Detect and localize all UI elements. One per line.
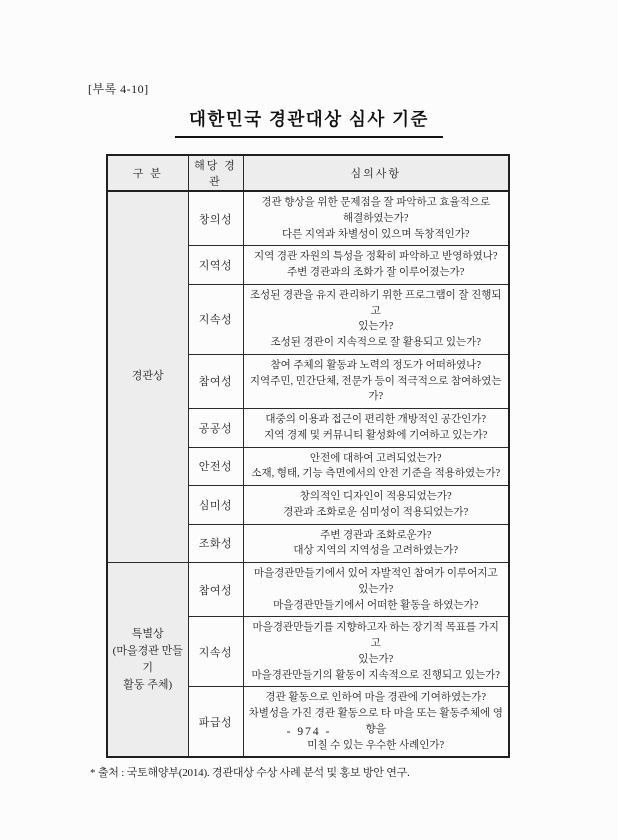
criteria-line: 주변 경관과의 조화가 잘 이루어졌는가? [287,267,465,278]
criteria-line: 지역 경관 자원의 특성을 정확히 파악하고 반영하였나? [253,251,498,263]
criteria-line: 참여 주체의 활동과 노력의 정도가 어떠하였나? [270,359,481,371]
title-block [88,106,530,138]
criteria-line: 미칠 수 있는 우수한 사례인가? [307,739,445,751]
category-line: (마을경관 만들기 [112,644,183,674]
criteria-cell [243,617,509,687]
criteria-line: 마을경관만들기를 지향하고자 하는 장기적 목표를 가지고 [252,622,499,649]
table-row [107,191,509,246]
criteria-line: 차별성을 가진 경관 활동으로 타 마을 또는 활동주체에 영향을 [248,708,503,735]
criteria-line: 소재, 형태, 기능 측면에서의 안전 기준을 적용하였는가? [251,468,501,480]
table-header-row [107,155,509,191]
criteria-line: 안전에 대하여 고려되었는가? [309,452,442,464]
appendix-label: [부록 4-10] [88,82,149,96]
aspect-cell: 심미성 [188,486,243,525]
criteria-line: 있는가? [358,653,394,665]
criteria-line: 조성된 경관이 지속적으로 잘 활용되고 있는가? [270,337,481,348]
criteria-line: 지역주민, 민간단체, 전문가 등이 적극적으로 참여하였는가? [249,375,502,403]
table-header-aspect: 해당 경관 [188,155,243,191]
aspect-cell: 지속성 [188,617,243,687]
criteria-line: 마을경관만들기에서 어떠한 활동을 하였는가? [273,599,479,611]
aspect-cell: 안전성 [188,447,243,486]
aspect-cell: 창의성 [188,191,243,246]
page-title: 대한민국 경관대상 심사 기준 [175,106,443,138]
page-number: - 974 - [286,726,332,738]
aspect-cell: 지역성 [188,246,243,285]
criteria-line: 조성된 경관을 유지 관리하기 위한 프로그램이 잘 진행되고 [249,289,502,317]
criteria-line: 마을경관만들기의 활동이 지속적으로 진행되고 있는가? [251,669,500,681]
aspect-cell: 조화성 [188,524,243,563]
aspect-cell: 지속성 [188,284,243,354]
category-line: 경관상 [131,370,164,383]
table-row [107,563,509,617]
criteria-cell [243,524,509,563]
criteria-cell [243,409,509,448]
criteria-cell [243,191,509,246]
category-cell [107,191,188,563]
source-footnote: * 출처 : 국토해양부(2014). 경관대상 수상 사례 분석 및 홍보 방안 연구. [90,767,410,780]
criteria-line: 지역 경제 및 커뮤니티 활성화에 기여하고 있는가? [264,429,488,441]
criteria-line: 대중의 이용과 접근이 편리한 개방적인 공간인가? [265,414,487,425]
table-header-category: 구 분 [107,155,188,191]
aspect-cell: 파급성 [188,687,243,758]
aspect-cell: 참여성 [188,563,243,617]
criteria-cell [243,486,509,525]
aspect-cell: 공공성 [188,409,243,448]
criteria-cell [243,447,509,486]
criteria-cell [243,246,509,285]
criteria-line: 다른 지역과 차별성이 있으며 독창적인가? [281,228,470,240]
aspect-cell: 참여성 [188,354,243,408]
table-header-criteria: 심의사항 [243,155,509,191]
criteria-line: 창의적인 디자인이 적용되었는가? [299,491,452,502]
criteria-line: 마을경관만들기에서 있어 자발적인 참여가 이루어지고 있는가? [253,568,498,595]
criteria-cell [243,354,509,408]
criteria-cell [243,687,509,758]
criteria-line: 있는가? [358,321,394,333]
criteria-line: 경관 향상을 위한 문제점을 잘 파악하고 효율적으로 [261,197,491,208]
criteria-cell [243,284,509,354]
criteria-table [106,154,510,758]
category-line: 특별상 [131,627,164,640]
category-line: 활동 주체) [123,678,173,691]
criteria-line: 경관과 조화로운 심미성이 적용되었는가? [283,506,469,518]
criteria-line: 경관 활동으로 인하여 마을 경관에 기여하였는가? [265,692,487,704]
criteria-line: 해결하였는가? [342,212,409,224]
criteria-cell [243,563,509,617]
criteria-line: 대상 지역의 지역성을 고려하였는가? [293,545,459,557]
criteria-line: 주변 경관과 조화로운가? [320,529,432,541]
